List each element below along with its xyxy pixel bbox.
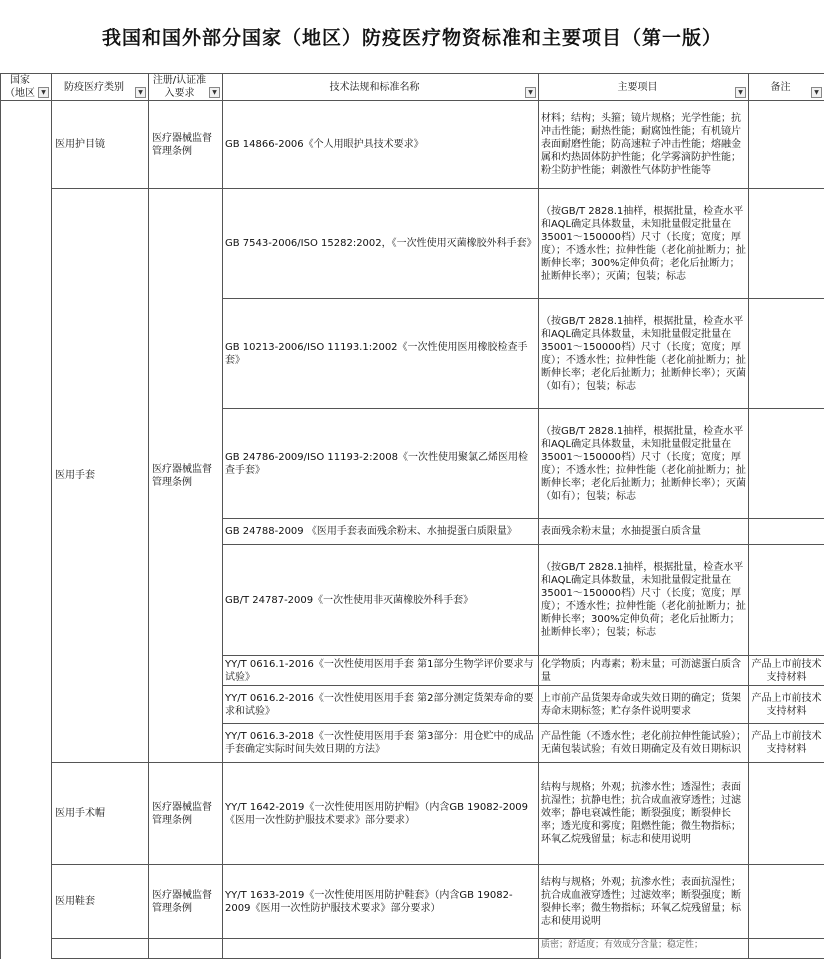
table-row [1,939,824,959]
filter-dropdown-icon[interactable]: ▼ [735,87,746,98]
note-cell [749,409,824,519]
type-cell: 医用护目镜 [52,101,149,189]
type-cell: 医用鞋套 [52,865,149,939]
std-cell: GB 24786-2009/ISO 11193-2:2008《一次性使用聚氯乙烯医用检查手套》 [223,409,539,519]
std-cell: YY/T 0616.1-2016《一次性使用医用手套 第1部分生物学评价要求与试验》 [223,656,539,686]
items-cell: 结构与规格；外观；抗渗水性；表面抗湿性；抗合成血液穿透性；过滤效率；断裂强度；断裂伸长率；微生物指标；环氧乙烷残留量；标志和使用说明 [539,865,749,939]
table-row [1,763,824,865]
std-cell: YY/T 0616.2-2016《一次性使用医用手套 第2部分测定货架寿命的要求和试验》 [223,686,539,724]
header-type [52,74,149,101]
type-cell [52,939,149,959]
header-std-label: 技术法规和标准名称 [329,81,420,93]
std-cell: GB 24788-2009 《医用手套表面残余粉末、水抽提蛋白质限量》 [223,519,539,545]
reg-cell: 医疗器械监督管理条例 [149,763,223,865]
reg-cell: 医疗器械监督管理条例 [149,865,223,939]
std-cell: YY/T 0616.3-2018《一次性使用医用手套 第3部分：用仓贮中的成品手套确定实际时间失效日期的方法》 [223,724,539,763]
items-cell: （按GB/T 2828.1抽样，根据批量，检查水平和AQL确定具体数量，未知批量假定批量在35001～150000档）尺寸（长度；宽度；厚度）；不透水性；拉伸性能（老化前扯断力；扯断伸长率；300%定伸负荷；老化后扯断力；扯断伸长率）；灭菌；包装；标志 [539,189,749,299]
header-items-label: 主要项目 [617,81,658,93]
filter-dropdown-icon[interactable]: ▼ [135,87,146,98]
note-cell: 产品上市前技术支持材料 [749,656,824,686]
header-note [749,74,824,101]
table-row [1,101,824,189]
table-row [1,189,824,299]
items-cell: （按GB/T 2828.1抽样，根据批量，检查水平和AQL确定具体数量，未知批量假定批量在35001～150000档）尺寸（长度；宽度；厚度）；不透水性；拉伸性能（老化前扯断力；扯断伸长率；老化后扯断力；扯断伸长率）；灭菌（如有）；包装；标志 [539,299,749,409]
items-cell: 结构与规格；外观；抗渗水性；透湿性；表面抗湿性；抗静电性；抗合成血液穿透性；过滤效率；静电衰减性能；断裂强度；断裂伸长率；透光度和雾度；阻燃性能；微生物指标；环氧乙烷残留量；标志和使用说明 [539,763,749,865]
header-country [1,74,52,101]
type-cell: 医用手术帽 [52,763,149,865]
filter-dropdown-icon[interactable]: ▼ [209,87,220,98]
std-cell: GB/T 24787-2009《一次性使用非灭菌橡胶外科手套》 [223,545,539,656]
note-cell [749,519,824,545]
note-cell [749,763,824,865]
std-cell: GB 14866-2006《个人用眼护具技术要求》 [223,101,539,189]
reg-cell: 医疗器械监督管理条例 [149,189,223,763]
note-cell [749,189,824,299]
items-cell: 化学物质；内毒素；粉末量；可沥滤蛋白质含量 [539,656,749,686]
note-cell [749,101,824,189]
note-cell [749,545,824,656]
note-cell: 产品上市前技术支持材料 [749,686,824,724]
items-cell: 材料；结构；头箍；镜片规格；光学性能；抗冲击性能；耐热性能；耐腐蚀性能；有机镜片表面耐磨性能；防高速粒子冲击性能；熔融金属和灼热固体防护性能；化学雾滴防护性能；粉尘防护性能；刺激性气体防护性能等 [539,101,749,189]
header-country-label: 国家（地区 [5,75,35,99]
note-cell [749,299,824,409]
items-cell: 质密；舒适度；有效成分含量；稳定性； [539,939,749,959]
header-reg [149,74,223,101]
reg-cell: 医疗器械监督管理条例 [149,101,223,189]
items-cell: 产品性能（不透水性；老化前拉伸性能试验）；无菌包装试验；有效日期确定及有效日期标识 [539,724,749,763]
std-cell [223,939,539,959]
std-cell: GB 10213-2006/ISO 11193.1:2002《一次性使用医用橡胶检查手套》 [223,299,539,409]
items-cell: （按GB/T 2828.1抽样，根据批量，检查水平和AQL确定具体数量，未知批量假定批量在35001～150000档）尺寸（长度；宽度；厚度）；不透水性；拉伸性能（老化前扯断力；扯断伸长率；老化后扯断力；扯断伸长率）；灭菌（如有）；包装；标志 [539,409,749,519]
filter-dropdown-icon[interactable]: ▼ [811,87,822,98]
filter-dropdown-icon[interactable]: ▼ [38,87,49,98]
header-type-label: 防疫医疗类别 [64,81,124,93]
header-std [223,74,539,101]
note-cell: 产品上市前技术支持材料 [749,724,824,763]
table-row [1,865,824,939]
reg-cell [149,939,223,959]
country-cell [1,101,52,959]
std-cell: GB 7543-2006/ISO 15282:2002，《一次性使用灭菌橡胶外科手套》 [223,189,539,299]
type-cell: 医用手套 [52,189,149,763]
std-cell: YY/T 1642-2019《一次性使用医用防护帽》（内含GB 19082-2009《医用一次性防护服技术要求》部分要求） [223,763,539,865]
note-cell [749,939,824,959]
header-note-label: 备注 [770,81,791,93]
header-items [539,74,749,101]
note-cell [749,865,824,939]
sheet-title: 我国和国外部分国家（地区）防疫医疗物资标准和主要项目（第一版） [101,27,722,49]
items-cell: 表面残余粉末量；水抽提蛋白质含量 [539,519,749,545]
header-reg-label: 注册/认证准入要求 [152,75,207,99]
header-row [1,74,824,101]
items-cell: 上市前产品货架寿命或失效日期的确定；货架寿命末期标签；贮存条件说明要求 [539,686,749,724]
standards-table [0,73,824,959]
std-cell: YY/T 1633-2019《一次性使用医用防护鞋套》（内含GB 19082-2009《医用一次性防护服技术要求》部分要求） [223,865,539,939]
filter-dropdown-icon[interactable]: ▼ [525,87,536,98]
items-cell: （按GB/T 2828.1抽样，根据批量，检查水平和AQL确定具体数量，未知批量假定批量在35001～150000档）尺寸（长度；宽度；厚度）；不透水性；拉伸性能（老化前扯断力；扯断伸长率；300%定伸负荷；老化后扯断力；扯断伸长率）；包装；标志 [539,545,749,656]
